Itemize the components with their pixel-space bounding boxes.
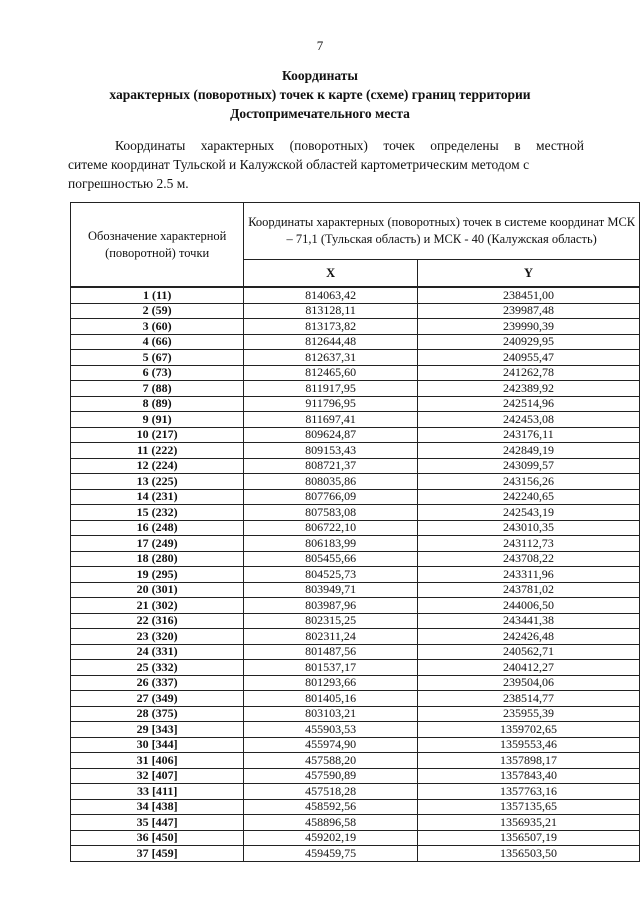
point-cell: 22 (316) bbox=[71, 613, 244, 629]
x-cell: 807766,09 bbox=[244, 489, 418, 505]
table-row bbox=[71, 350, 640, 366]
y-cell: 240412,27 bbox=[417, 660, 639, 676]
table-row bbox=[71, 396, 640, 412]
y-cell: 240562,71 bbox=[417, 644, 639, 660]
x-cell: 809624,87 bbox=[244, 427, 418, 443]
y-cell: 1357843,40 bbox=[417, 768, 639, 784]
point-cell: 15 (232) bbox=[71, 505, 244, 521]
y-cell: 1357763,16 bbox=[417, 784, 639, 800]
y-cell: 239990,39 bbox=[417, 319, 639, 335]
table-row bbox=[71, 691, 640, 707]
x-cell: 801487,56 bbox=[244, 644, 418, 660]
point-cell: 19 (295) bbox=[71, 567, 244, 583]
x-cell: 457590,89 bbox=[244, 768, 418, 784]
y-cell: 242240,65 bbox=[417, 489, 639, 505]
point-cell: 25 (332) bbox=[71, 660, 244, 676]
point-cell: 26 (337) bbox=[71, 675, 244, 691]
point-cell: 14 (231) bbox=[71, 489, 244, 505]
point-cell: 30 [344] bbox=[71, 737, 244, 753]
x-cell: 805455,66 bbox=[244, 551, 418, 567]
x-cell: 804525,73 bbox=[244, 567, 418, 583]
point-cell: 16 (248) bbox=[71, 520, 244, 536]
point-cell: 32 [407] bbox=[71, 768, 244, 784]
y-cell: 243708,22 bbox=[417, 551, 639, 567]
y-cell: 1359702,65 bbox=[417, 722, 639, 738]
point-cell: 36 [450] bbox=[71, 830, 244, 846]
point-cell: 34 [438] bbox=[71, 799, 244, 815]
y-cell: 242389,92 bbox=[417, 381, 639, 397]
point-cell: 29 [343] bbox=[71, 722, 244, 738]
point-cell: 12 (224) bbox=[71, 458, 244, 474]
x-cell: 806722,10 bbox=[244, 520, 418, 536]
point-cell: 27 (349) bbox=[71, 691, 244, 707]
y-cell: 1357135,65 bbox=[417, 799, 639, 815]
y-cell: 242426,48 bbox=[417, 629, 639, 645]
point-cell: 8 (89) bbox=[71, 396, 244, 412]
x-cell: 812644,48 bbox=[244, 334, 418, 350]
coordinates-table bbox=[70, 202, 640, 862]
x-cell: 803987,96 bbox=[244, 598, 418, 614]
point-cell: 3 (60) bbox=[71, 319, 244, 335]
title-line-1: Координаты bbox=[282, 68, 358, 83]
table-row bbox=[71, 815, 640, 831]
document-title bbox=[0, 66, 640, 123]
point-cell: 18 (280) bbox=[71, 551, 244, 567]
x-cell: 809153,43 bbox=[244, 443, 418, 459]
y-cell: 243099,57 bbox=[417, 458, 639, 474]
x-cell: 808721,37 bbox=[244, 458, 418, 474]
y-cell: 239504,06 bbox=[417, 675, 639, 691]
y-cell: 242543,19 bbox=[417, 505, 639, 521]
y-cell: 1359553,46 bbox=[417, 737, 639, 753]
title-line-3: Достопримечательного места bbox=[230, 106, 410, 121]
table-row bbox=[71, 287, 640, 303]
point-column-header: Обозначение характерной (поворотной) точки bbox=[71, 203, 244, 288]
x-cell: 801537,17 bbox=[244, 660, 418, 676]
table-row bbox=[71, 799, 640, 815]
x-cell: 811917,95 bbox=[244, 381, 418, 397]
y-cell: 243112,73 bbox=[417, 536, 639, 552]
x-cell: 803103,21 bbox=[244, 706, 418, 722]
intro-paragraph bbox=[68, 136, 584, 193]
point-cell: 37 [459] bbox=[71, 846, 244, 862]
x-cell: 457518,28 bbox=[244, 784, 418, 800]
intro-line-1: Координаты характерных (поворотных) точек определены в местной bbox=[115, 138, 584, 153]
table-row bbox=[71, 629, 640, 645]
x-cell: 802315,25 bbox=[244, 613, 418, 629]
table-row bbox=[71, 644, 640, 660]
x-cell: 801293,66 bbox=[244, 675, 418, 691]
y-cell: 243781,02 bbox=[417, 582, 639, 598]
point-cell: 4 (66) bbox=[71, 334, 244, 350]
point-cell: 7 (88) bbox=[71, 381, 244, 397]
x-cell: 808035,86 bbox=[244, 474, 418, 490]
table-row bbox=[71, 613, 640, 629]
x-cell: 455974,90 bbox=[244, 737, 418, 753]
table-row bbox=[71, 427, 640, 443]
point-cell: 33 [411] bbox=[71, 784, 244, 800]
table-body bbox=[71, 287, 640, 861]
x-cell: 803949,71 bbox=[244, 582, 418, 598]
table-row bbox=[71, 737, 640, 753]
intro-line-2: ситеме координат Тульской и Калужской областей картометрическим методом с bbox=[68, 157, 530, 172]
table-row bbox=[71, 505, 640, 521]
table-row bbox=[71, 753, 640, 769]
y-cell: 240955,47 bbox=[417, 350, 639, 366]
point-cell: 11 (222) bbox=[71, 443, 244, 459]
y-cell: 242453,08 bbox=[417, 412, 639, 428]
title-line-2: характерных (поворотных) точек к карте (схеме) границ территории bbox=[109, 87, 531, 102]
table-row bbox=[71, 598, 640, 614]
y-cell: 241262,78 bbox=[417, 365, 639, 381]
x-cell: 812465,60 bbox=[244, 365, 418, 381]
y-cell: 242514,96 bbox=[417, 396, 639, 412]
x-cell: 812637,31 bbox=[244, 350, 418, 366]
point-cell: 9 (91) bbox=[71, 412, 244, 428]
table-row bbox=[71, 582, 640, 598]
x-cell: 802311,24 bbox=[244, 629, 418, 645]
x-cell: 459459,75 bbox=[244, 846, 418, 862]
y-cell: 235955,39 bbox=[417, 706, 639, 722]
table-row bbox=[71, 830, 640, 846]
point-cell: 23 (320) bbox=[71, 629, 244, 645]
table-row bbox=[71, 381, 640, 397]
x-cell: 807583,08 bbox=[244, 505, 418, 521]
point-cell: 2 (59) bbox=[71, 303, 244, 319]
x-cell: 911796,95 bbox=[244, 396, 418, 412]
coordinates-group-header: Координаты характерных (поворотных) точек в системе координат МСК – 71,1 (Тульская область) и МСК - 40 (Калужская область) bbox=[244, 203, 640, 260]
y-cell: 240929,95 bbox=[417, 334, 639, 350]
point-cell: 24 (331) bbox=[71, 644, 244, 660]
x-cell: 459202,19 bbox=[244, 830, 418, 846]
x-cell: 457588,20 bbox=[244, 753, 418, 769]
table-row bbox=[71, 303, 640, 319]
y-cell: 1356503,50 bbox=[417, 846, 639, 862]
table-row bbox=[71, 536, 640, 552]
table-row bbox=[71, 520, 640, 536]
table-row bbox=[71, 722, 640, 738]
x-cell: 811697,41 bbox=[244, 412, 418, 428]
y-cell: 243176,11 bbox=[417, 427, 639, 443]
table-row bbox=[71, 706, 640, 722]
point-cell: 35 [447] bbox=[71, 815, 244, 831]
y-cell: 243156,26 bbox=[417, 474, 639, 490]
intro-line-3: погрешностью 2.5 м. bbox=[68, 176, 189, 191]
point-cell: 28 (375) bbox=[71, 706, 244, 722]
page-number: 7 bbox=[316, 38, 324, 53]
point-cell: 5 (67) bbox=[71, 350, 244, 366]
table-row bbox=[71, 474, 640, 490]
y-cell: 238514,77 bbox=[417, 691, 639, 707]
y-cell: 243010,35 bbox=[417, 520, 639, 536]
x-cell: 458896,58 bbox=[244, 815, 418, 831]
point-cell: 10 (217) bbox=[71, 427, 244, 443]
point-cell: 20 (301) bbox=[71, 582, 244, 598]
y-column-header: Y bbox=[417, 260, 639, 288]
point-cell: 13 (225) bbox=[71, 474, 244, 490]
x-cell: 813173,82 bbox=[244, 319, 418, 335]
table-row bbox=[71, 846, 640, 862]
x-column-header: X bbox=[244, 260, 418, 288]
y-cell: 238451,00 bbox=[417, 287, 639, 303]
table-row bbox=[71, 660, 640, 676]
y-cell: 243441,38 bbox=[417, 613, 639, 629]
y-cell: 242849,19 bbox=[417, 443, 639, 459]
table-row bbox=[71, 567, 640, 583]
y-cell: 244006,50 bbox=[417, 598, 639, 614]
table-row bbox=[71, 443, 640, 459]
table-row bbox=[71, 489, 640, 505]
point-cell: 1 (11) bbox=[71, 287, 244, 303]
x-cell: 458592,56 bbox=[244, 799, 418, 815]
table-row bbox=[71, 365, 640, 381]
table-row bbox=[71, 458, 640, 474]
y-cell: 1356935,21 bbox=[417, 815, 639, 831]
table-row bbox=[71, 551, 640, 567]
x-cell: 455903,53 bbox=[244, 722, 418, 738]
x-cell: 806183,99 bbox=[244, 536, 418, 552]
table-row bbox=[71, 768, 640, 784]
point-cell: 17 (249) bbox=[71, 536, 244, 552]
y-cell: 239987,48 bbox=[417, 303, 639, 319]
point-cell: 21 (302) bbox=[71, 598, 244, 614]
x-cell: 801405,16 bbox=[244, 691, 418, 707]
y-cell: 1357898,17 bbox=[417, 753, 639, 769]
y-cell: 243311,96 bbox=[417, 567, 639, 583]
table-row bbox=[71, 319, 640, 335]
x-cell: 813128,11 bbox=[244, 303, 418, 319]
point-cell: 6 (73) bbox=[71, 365, 244, 381]
table-row bbox=[71, 412, 640, 428]
table-row bbox=[71, 334, 640, 350]
x-cell: 814063,42 bbox=[244, 287, 418, 303]
table-row bbox=[71, 784, 640, 800]
y-cell: 1356507,19 bbox=[417, 830, 639, 846]
point-cell: 31 [406] bbox=[71, 753, 244, 769]
table-row bbox=[71, 675, 640, 691]
